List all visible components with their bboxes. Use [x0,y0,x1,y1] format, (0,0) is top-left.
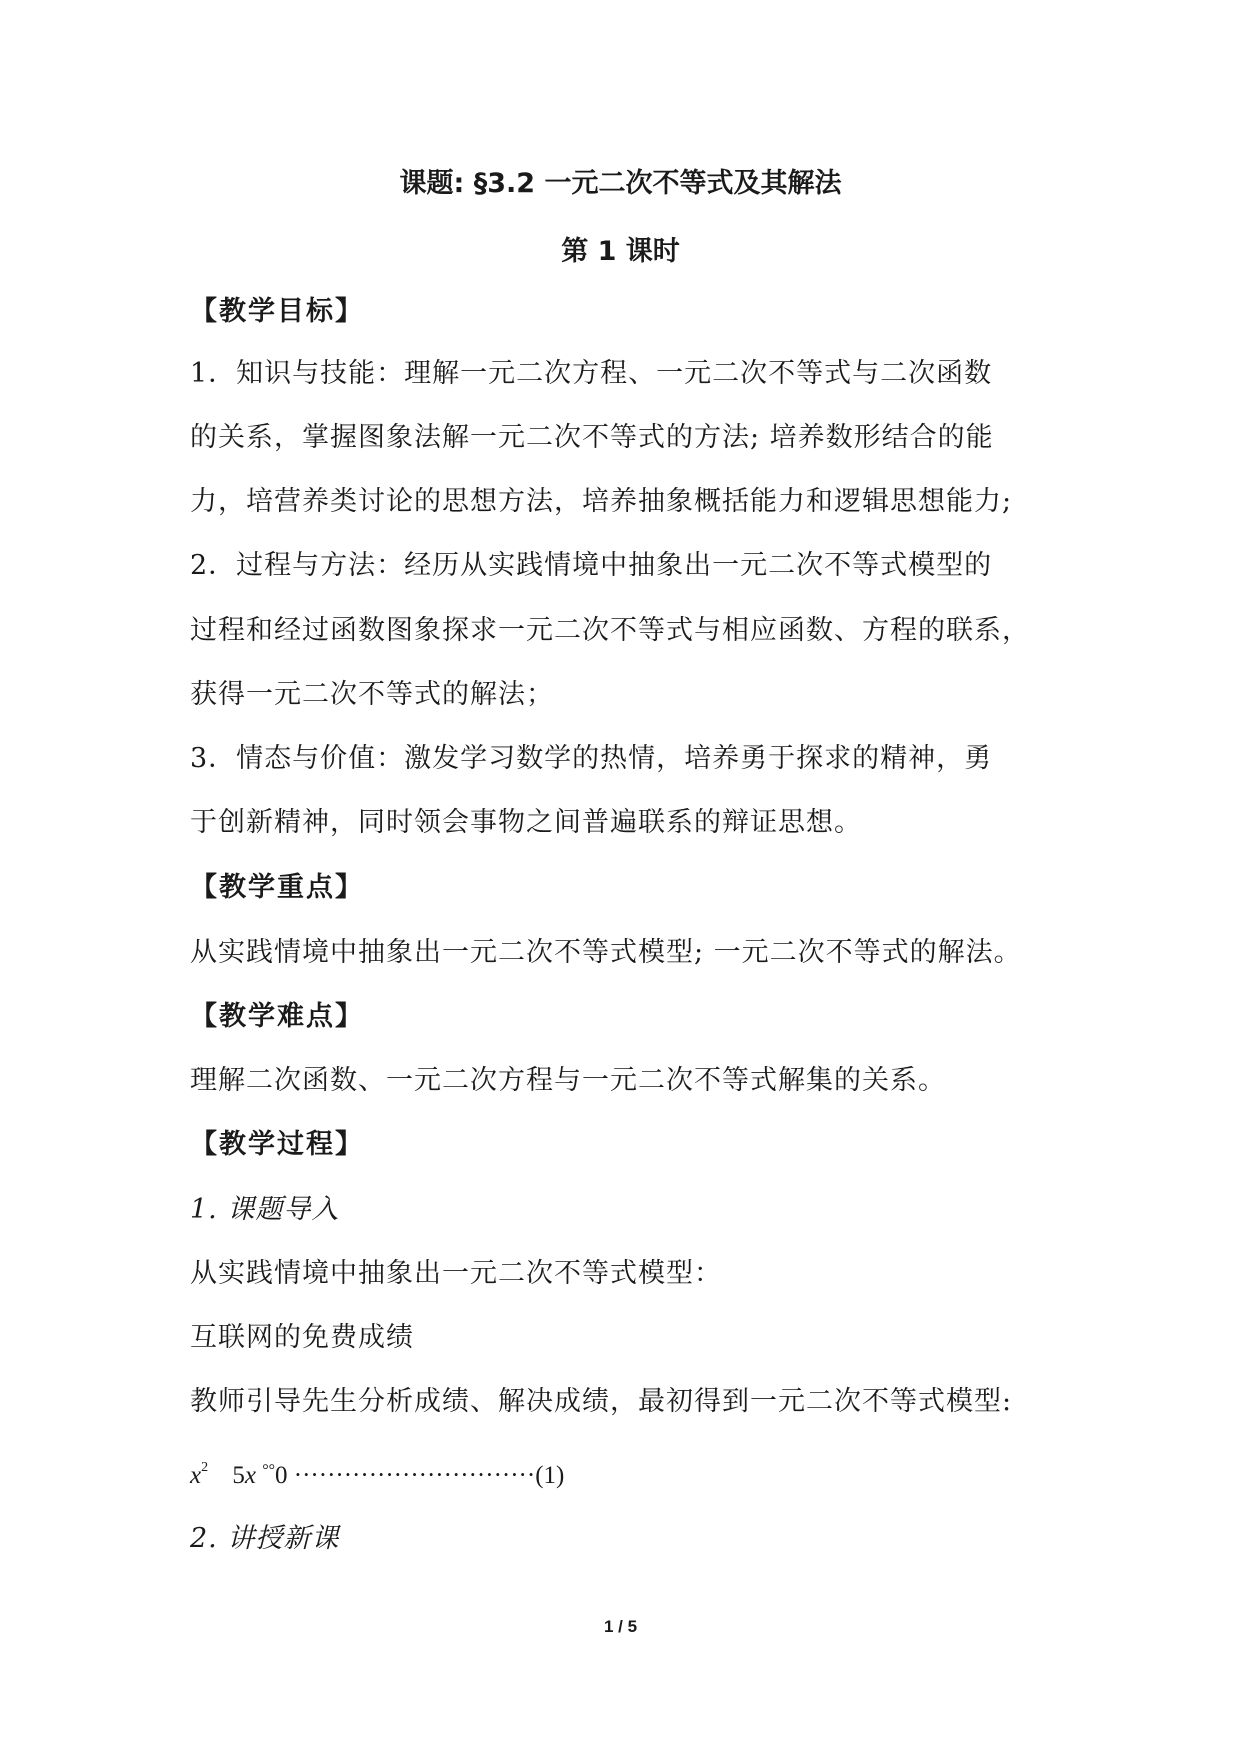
step1-line: 教师引导先生分析成绩、解决成绩，最初得到一元二次不等式模型: [190,1386,1013,1417]
formula-coefficient: 5 [232,1462,245,1489]
objectives-line: 1．知识与技能：理解一元二次方程、一元二次不等式与二次函数 [190,358,993,389]
formula-exponent: 2 [201,1460,209,1475]
formula-variable: x [244,1462,256,1489]
document-title: 课题: §3.2 一元二次不等式及其解法 [399,168,842,199]
objectives-line: 过程和经过函数图象探求一元二次不等式与相应函数、方程的联系， [190,615,1030,646]
formula-label: (1) [535,1462,565,1489]
formula-variable: x [190,1462,202,1489]
objectives-line: 获得一元二次不等式的解法； [190,679,554,710]
step1-line: 从实践情境中抽象出一元二次不等式模型： [190,1258,722,1289]
objectives-heading: 【教学目标】 [190,296,364,327]
key-points-text: 从实践情境中抽象出一元二次不等式模型; 一元二次不等式的解法。 [190,937,1022,968]
step1-line: 互联网的免费成绩 [190,1322,414,1353]
difficulties-text: 理解二次函数、一元二次方程与一元二次不等式解集的关系。 [190,1065,946,1096]
process-heading: 【教学过程】 [190,1129,364,1160]
step1-heading: 1. 课题导入 [190,1194,340,1225]
formula-zero: 0 [275,1462,288,1489]
difficulties-heading: 【教学难点】 [190,1001,364,1032]
document-subtitle: 第 1 课时 [561,236,680,267]
key-points-heading: 【教学重点】 [190,872,364,903]
objectives-line: 3．情态与价值：激发学习数学的热情，培养勇于探求的精神，勇 [190,743,993,774]
objectives-line: 于创新精神，同时领会事物之间普遍联系的辩证思想。 [190,807,862,838]
objectives-line: 2．过程与方法：经历从实践情境中抽象出一元二次不等式模型的 [190,550,993,581]
formula-dots: ····························· [293,1462,536,1489]
page-number: 1 / 5 [603,1617,638,1636]
step2-heading: 2. 讲授新课 [190,1523,340,1554]
objectives-line: 力，培营养类讨论的思想方法，培养抽象概括能力和逻辑思想能力; [190,486,1013,517]
inequality-formula [190,1450,1070,1494]
formula-symbol: °° [262,1462,276,1479]
objectives-line: 的关系，掌握图象法解一元二次不等式的方法; 培养数形结合的能 [190,422,994,453]
